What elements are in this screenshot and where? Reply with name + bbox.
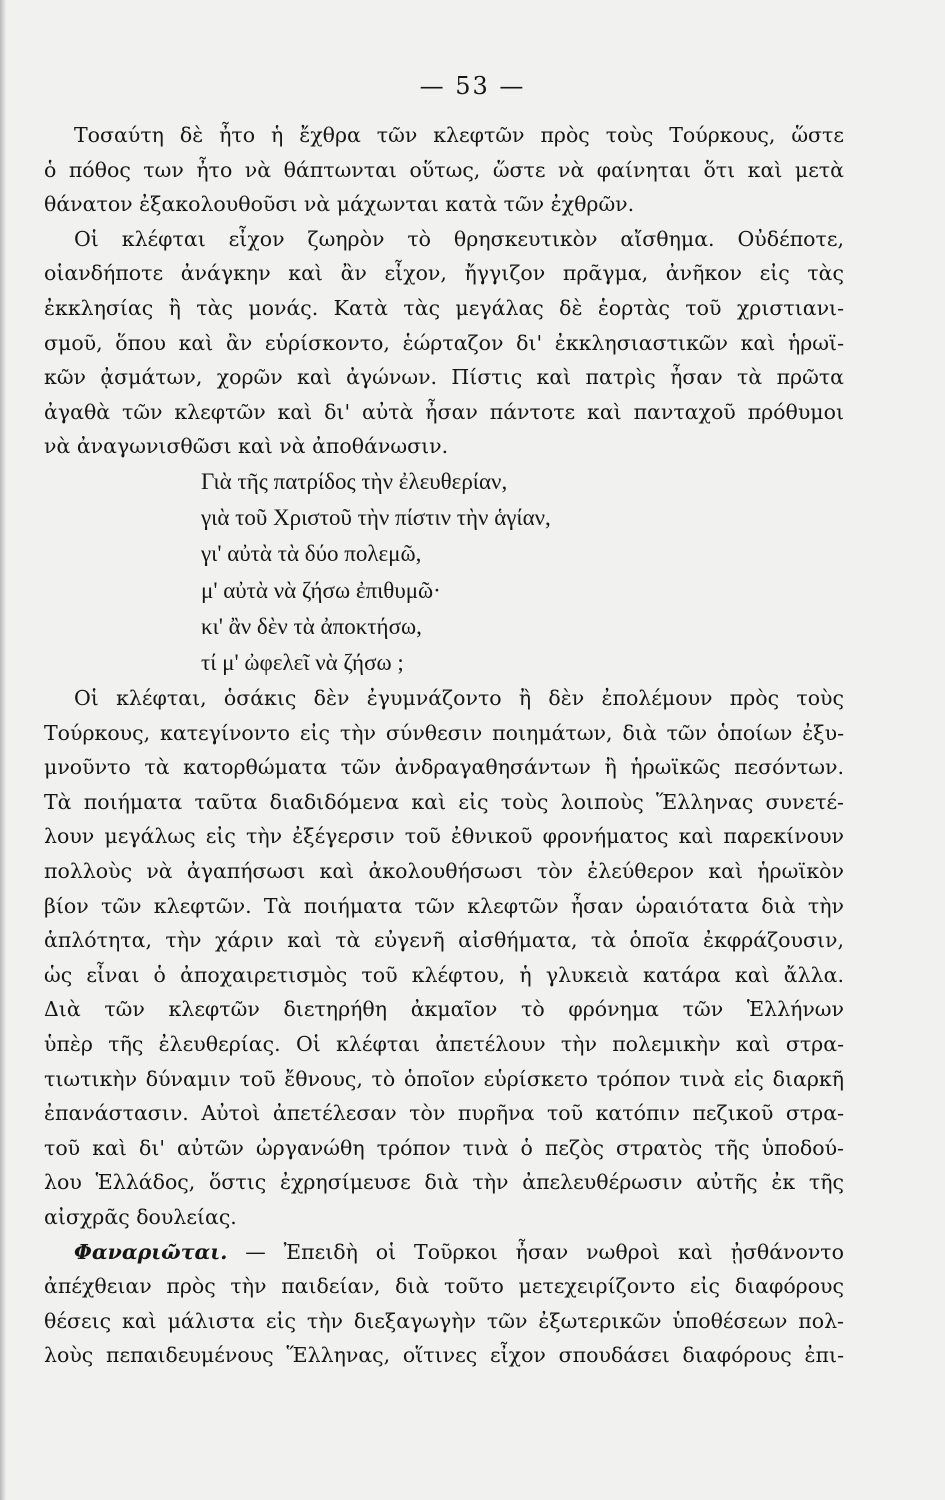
text-line: Τούρκους, κατεγίνοντο εἰς τὴν σύνθεσιν ποιημάτων, διὰ τῶν ὁποίων ἐξυ- xyxy=(44,720,844,745)
section-heading: Φαναριῶται. xyxy=(74,1239,228,1264)
text-line: θέσεις καὶ μάλιστα εἰς τὴν διεξαγωγὴν τῶν ἐξωτερικῶν ὑποθέσεων πολ- xyxy=(44,1308,844,1333)
verse-line: γι' αὐτὰ τὰ δύο πολεμῶ, xyxy=(201,541,422,567)
text-span: — Ἐπειδὴ οἱ Τοῦρκοι ἦσαν νωθροὶ καὶ ᾐσθάνοντο xyxy=(245,1239,844,1264)
text-line: λουν μεγάλως εἰς τὴν ἐξέγερσιν τοῦ ἐθνικοῦ φρονήματος καὶ παρεκίνουν xyxy=(44,824,844,849)
text-line: λοὺς πεπαιδευμένους Ἕλληνας, οἵτινες εἶχον σπουδάσει διαφόρους ἐπι- xyxy=(44,1343,844,1368)
text-line: ἁπλότητα, τὴν χάριν καὶ τὰ εὐγενῆ αἰσθήματα, τὰ ὁποῖα ἐκφράζουσιν, xyxy=(44,928,844,953)
text-line: ἀγαθὰ τῶν κλεφτῶν καὶ δι' αὐτὰ ἦσαν πάντοτε καὶ πανταχοῦ πρόθυμοι xyxy=(44,399,844,424)
text-line: σμοῦ, ὅπου καὶ ἂν εὑρίσκοντο, ἑώρταζον δι' ἐκκλησιαστικῶν καὶ ἡρωϊ- xyxy=(44,330,844,355)
text-line: Διὰ τῶν κλεφτῶν διετηρήθη ἀκμαῖον τὸ φρόνημα τῶν Ἑλλήνων xyxy=(44,997,844,1022)
text-line: αἰσχρᾶς δουλείας. xyxy=(44,1204,237,1229)
page-body xyxy=(44,118,844,1373)
text-line: τιωτικὴν δύναμιν τοῦ ἔθνους, τὸ ὁποῖον εὑρίσκετο τρόπον τινὰ εἰς διαρκῆ xyxy=(44,1066,844,1091)
verse-line: Γιὰ τῆς πατρίδος τὴν ἐλευθερίαν, xyxy=(201,468,508,494)
text-line: ὁ πόθος των ἦτο νὰ θάπτωνται οὕτως, ὥστε νὰ φαίνηται ὅτι καὶ μετὰ xyxy=(44,157,844,182)
text-line: Οἱ κλέφται, ὁσάκις δὲν ἐγυμνάζοντο ἢ δὲν ἐπολέμουν πρὸς τοὺς xyxy=(74,686,844,711)
text-line: Οἱ κλέφται εἶχον ζωηρὸν τὸ θρησκευτικὸν αἴσθημα. Οὐδέποτε, xyxy=(74,226,844,251)
text-line: Τὰ ποιήματα ταῦτα διαδιδόμενα καὶ εἰς τοὺς λοιποὺς Ἕλληνας συνετέ- xyxy=(44,789,844,814)
text-line: λου Ἑλλάδος, ὅστις ἐχρησίμευσε διὰ τὴν ἀπελευθέρωσιν αὐτῆς ἐκ τῆς xyxy=(44,1170,844,1195)
text-line: θάνατον ἐξακολουθοῦσι νὰ μάχωνται κατὰ τῶν ἐχθρῶν. xyxy=(44,192,635,217)
text-line: οἱανδήποτε ἀνάγκην καὶ ἂν εἶχον, ἤγγιζον πρᾶγμα, ἀνῆκον εἰς τὰς xyxy=(44,261,844,286)
text-line: ἐπανάστασιν. Αὐτοὶ ἀπετέλεσαν τὸν πυρῆνα τοῦ κατόπιν πεζικοῦ στρα- xyxy=(44,1101,844,1126)
verse-line: γιὰ τοῦ Χριστοῦ τὴν πίστιν τὴν ἁγίαν, xyxy=(201,505,551,531)
page-edge-shadow xyxy=(0,0,6,1500)
text-line: πολλοὺς νὰ ἀγαπήσωσι καὶ ἀκολουθήσωσι τὸν ἐλεύθερον καὶ ἡρωϊκὸν xyxy=(44,859,844,884)
text-line: ἐκκλησίας ἢ τὰς μονάς. Κατὰ τὰς μεγάλας δὲ ἑορτὰς τοῦ χριστιανι- xyxy=(44,295,844,320)
verse-line: τί μ' ὠφελεῖ νὰ ζήσω ; xyxy=(201,649,404,675)
verse-line: μ' αὐτὰ νὰ ζήσω ἐπιθυμῶ· xyxy=(201,577,441,603)
text-line: ἀπέχθειαν πρὸς τὴν παιδείαν, διὰ τοῦτο μετεχειρίζοντο εἰς διαφόρους xyxy=(44,1274,844,1299)
text-line xyxy=(44,1235,844,1270)
text-line: τοῦ καὶ δι' αὐτῶν ὠργανώθη τρόπον τινὰ ὁ πεζὸς στρατὸς τῆς ὑποδού- xyxy=(44,1135,844,1160)
text-line: Τοσαύτη δὲ ἦτο ἡ ἔχθρα τῶν κλεφτῶν πρὸς τοὺς Τούρκους, ὥστε xyxy=(74,123,844,147)
text-line: μνοῦντο τὰ κατορθώματα τῶν ἀνδραγαθησάντων ἢ ἡρωϊκῶς πεσόντων. xyxy=(44,755,844,780)
text-line: κῶν ᾀσμάτων, χορῶν καὶ ἀγώνων. Πίστις καὶ πατρὶς ἦσαν τὰ πρῶτα xyxy=(44,365,844,390)
text-line: νὰ ἀναγωνισθῶσι καὶ νὰ ἀποθάνωσιν. xyxy=(44,434,449,459)
page-number: — 53 — xyxy=(419,72,526,100)
text-line: ὑπὲρ τῆς ἐλευθερίας. Οἱ κλέφται ἀπετέλουν τὴν πολεμικὴν καὶ στρα- xyxy=(44,1032,844,1056)
text-line: ὡς εἶναι ὁ ἀποχαιρετισμὸς τοῦ κλέφτου, ἡ γλυκειὰ κατάρα καὶ ἄλλα. xyxy=(44,962,844,987)
text-line: βίον τῶν κλεφτῶν. Τὰ ποιήματα τῶν κλεφτῶν ἦσαν ὡραιότατα διὰ τὴν xyxy=(44,893,844,918)
verse-line: κι' ἂν δὲν τὰ ἀποκτήσω, xyxy=(201,613,422,639)
